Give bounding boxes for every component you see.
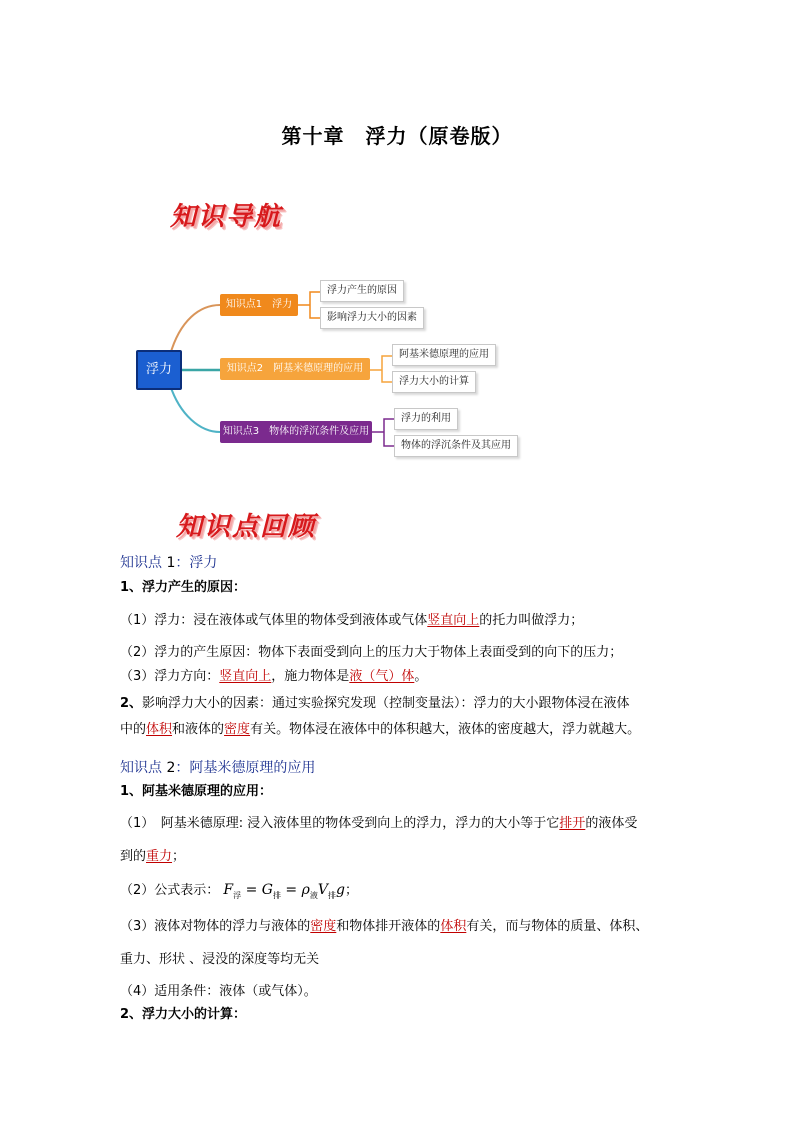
kp1-section2-line2 bbox=[120, 721, 640, 739]
kp1-line3-text-b: ，施力物体是 bbox=[271, 669, 350, 684]
kp2-heading-prefix: 知识点 bbox=[120, 760, 167, 776]
formula-F-sub: 浮 bbox=[233, 890, 242, 900]
kp1-section2-line1 bbox=[120, 695, 630, 713]
kp1-line3-text-c: 。 bbox=[414, 669, 428, 684]
kp2-line1-key-displaced: 排开 bbox=[559, 816, 586, 831]
kp2-line3-text-c: 有关，而与物体的质量、体积、 bbox=[466, 919, 649, 934]
connector-leaves-3 bbox=[372, 419, 394, 446]
kp2-line1-text-d: ； bbox=[172, 849, 186, 864]
kp1-s2-key-volume: 体积 bbox=[146, 722, 173, 737]
kp1-line1-text-a: （1）浮力：浸在液体或气体里的物体受到液体或气体 bbox=[120, 613, 428, 628]
leaf-buoyancy-calculation: 浮力大小的计算 bbox=[392, 371, 476, 393]
knowledge-review-heading: 知识点回顾 bbox=[176, 512, 317, 542]
kp1-heading-number: 1 bbox=[166, 555, 176, 571]
kp1-line1 bbox=[120, 612, 583, 630]
kp1-section1-title: 1、浮力产生的原因： bbox=[120, 580, 247, 595]
kp2-line3-text-b: 和物体排开液体的 bbox=[336, 919, 441, 934]
leaf-sink-float-conditions: 物体的浮沉条件及其应用 bbox=[394, 435, 518, 457]
page-title: 第十章 浮力（原卷版） bbox=[281, 124, 513, 148]
leaf-archimedes-application: 阿基米德原理的应用 bbox=[392, 344, 496, 366]
mind-map-root: 浮力 bbox=[136, 350, 182, 390]
formula-end: ； bbox=[344, 883, 358, 898]
kp1-line2: （2）浮力的产生原因：物体下表面受到向上的压力大于物体上表面受到的向下的压力； bbox=[120, 645, 623, 660]
leaf-buoyancy-factors: 影响浮力大小的因素 bbox=[320, 307, 424, 329]
formula-rho-sub: 液 bbox=[309, 890, 318, 900]
kp2-line1-key-gravity: 重力 bbox=[146, 849, 173, 864]
formula-eq1: = bbox=[241, 882, 262, 898]
kp1-line3-key1: 竖直向上 bbox=[219, 669, 272, 684]
kp2-line3-key-volume: 体积 bbox=[440, 919, 467, 934]
kp2-formula-label: （2）公式表示： bbox=[120, 883, 220, 898]
leaf-buoyancy-use: 浮力的利用 bbox=[394, 408, 458, 430]
kp2-section2-title: 2、浮力大小的计算： bbox=[120, 1007, 247, 1022]
branch-kp3: 知识点3 物体的浮沉条件及应用 bbox=[220, 421, 372, 443]
kp1-section2-number: 2、 bbox=[120, 696, 143, 711]
knowledge-nav-heading: 知识导航 bbox=[170, 202, 283, 232]
kp1-line1-key: 竖直向上 bbox=[427, 613, 480, 628]
kp1-line3-text-a: （3）浮力方向： bbox=[120, 669, 220, 684]
formula-G: G bbox=[261, 882, 273, 898]
branch-kp2: 知识点2 阿基米德原理的应用 bbox=[220, 358, 370, 380]
kp1-section2-text: 影响浮力大小的因素：通过实验探究发现（控制变量法）：浮力的大小跟物体浸在液体 bbox=[142, 696, 630, 711]
kp2-heading bbox=[120, 759, 315, 777]
kp2-line3 bbox=[120, 918, 648, 936]
kp2-line1-text-b: 的液体受 bbox=[585, 816, 638, 831]
formula-g: g bbox=[335, 882, 345, 898]
kp1-s2-text-b3: 有关。物体浸在液体中的体积越大，液体的密度越大，浮力就越大。 bbox=[250, 722, 641, 737]
connector-branch-1 bbox=[170, 305, 220, 355]
kp1-line3 bbox=[120, 668, 427, 686]
formula-F: F bbox=[223, 882, 234, 898]
kp1-heading-title: ：浮力 bbox=[175, 555, 218, 571]
mind-map bbox=[130, 280, 540, 460]
formula-V-sub: 排 bbox=[327, 890, 336, 900]
kp2-line1-text-a: （1） 阿基米德原理: 浸入液体里的物体受到向上的浮力，浮力的大小等于它 bbox=[120, 816, 560, 831]
kp1-s2-text-b1: 中的 bbox=[120, 722, 147, 737]
kp2-line3-text-a: （3）液体对物体的浮力与液体的 bbox=[120, 919, 311, 934]
kp2-formula-line bbox=[120, 881, 358, 905]
formula-eq2: = bbox=[280, 882, 302, 898]
kp2-line4: （4）适用条件：液体（或气体）。 bbox=[120, 984, 317, 999]
kp2-line1 bbox=[120, 815, 637, 833]
kp2-heading-number: 2 bbox=[166, 760, 176, 776]
kp2-line3-key-density: 密度 bbox=[310, 919, 337, 934]
kp1-line3-key2: 液（气）体 bbox=[349, 669, 415, 684]
connector-branch-3 bbox=[170, 385, 220, 432]
kp2-line3-cont: 重力、形状 、浸没的深度等均无关 bbox=[120, 952, 320, 967]
kp1-heading bbox=[120, 554, 217, 572]
connector-leaves-1 bbox=[298, 292, 320, 318]
branch-kp1: 知识点1 浮力 bbox=[220, 294, 298, 316]
archimedes-formula bbox=[223, 882, 345, 898]
kp1-s2-key-density: 密度 bbox=[224, 722, 251, 737]
kp1-s2-text-b2: 和液体的 bbox=[172, 722, 225, 737]
formula-V: V bbox=[317, 882, 328, 898]
kp1-line1-text-b: 的托力叫做浮力； bbox=[479, 613, 584, 628]
kp2-line1-text-c: 到的 bbox=[120, 849, 147, 864]
kp2-section1-title: 1、阿基米德原理的应用： bbox=[120, 784, 273, 799]
kp1-heading-prefix: 知识点 bbox=[120, 555, 167, 571]
formula-rho: ρ bbox=[301, 882, 310, 898]
leaf-buoyancy-cause: 浮力产生的原因 bbox=[320, 280, 404, 302]
formula-G-sub: 排 bbox=[272, 890, 281, 900]
kp2-line1-cont bbox=[120, 848, 185, 866]
kp2-heading-title: ：阿基米德原理的应用 bbox=[175, 760, 316, 776]
connector-leaves-2 bbox=[370, 356, 392, 382]
